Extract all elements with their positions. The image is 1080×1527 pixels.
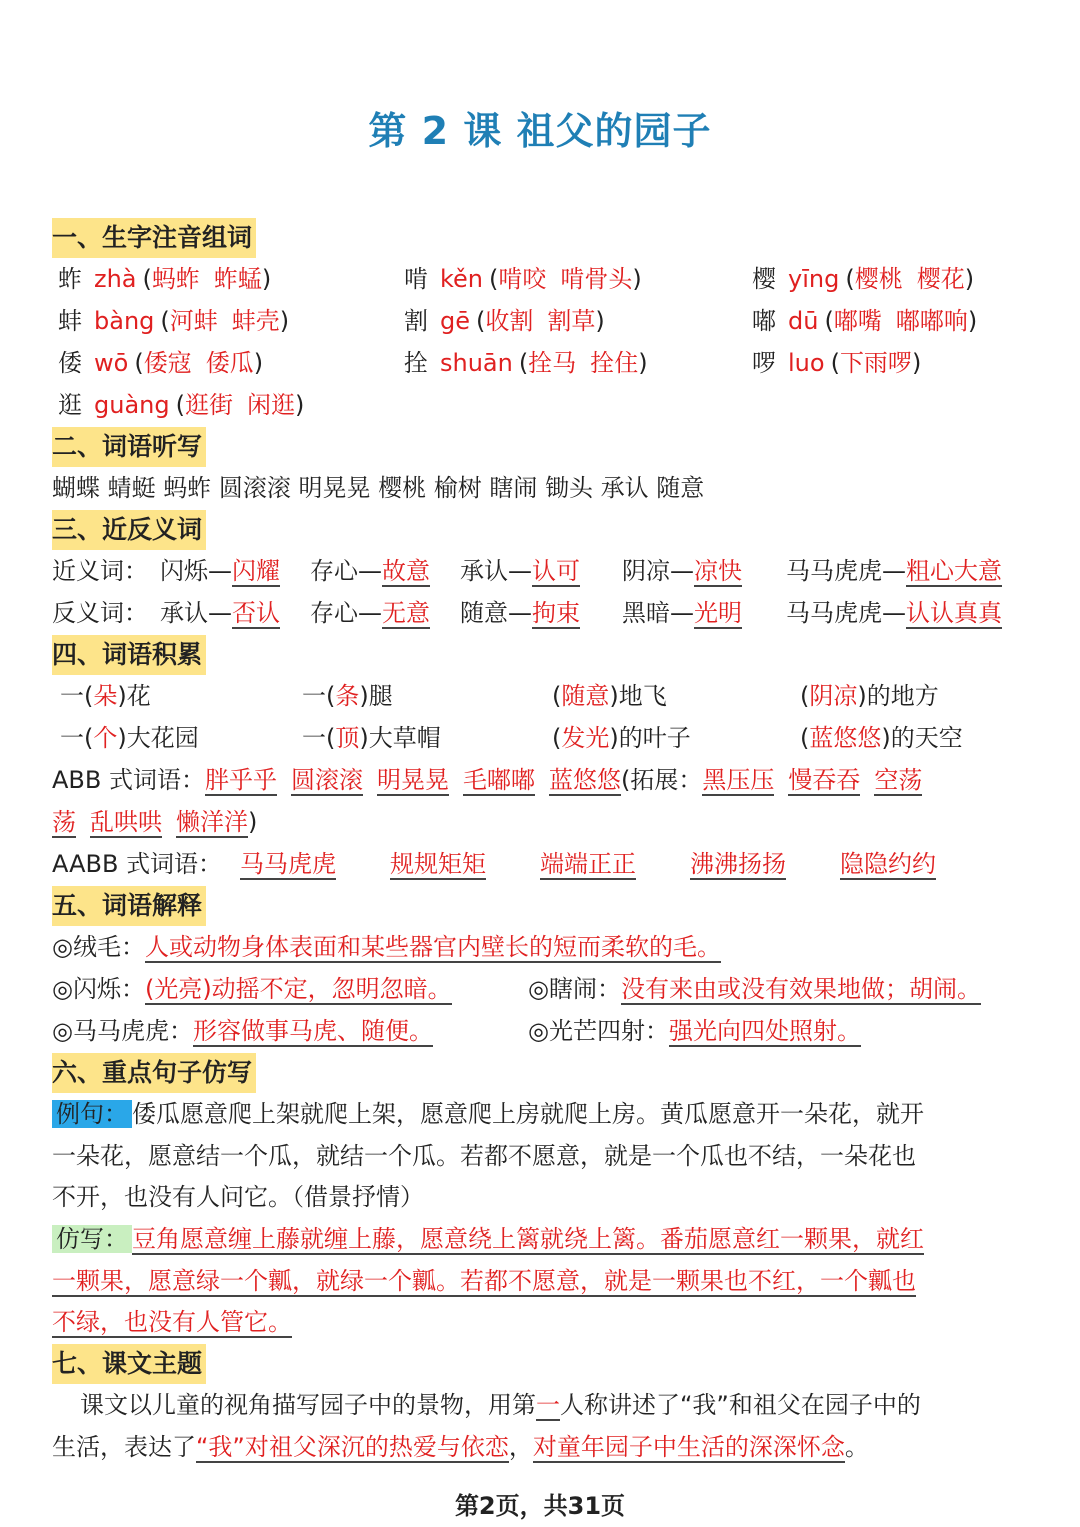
explain-line: ◎光芒四射：强光向四处照射。 — [528, 1017, 861, 1045]
char-entry: 倭 wō (倭寇 倭瓜) — [58, 349, 264, 377]
char-entry: 拴 shuān (拴马 拴住) — [404, 349, 648, 377]
aabb-word: 端端正正 — [540, 850, 636, 878]
antonym-pair: 黑暗—光明 — [622, 599, 742, 627]
page-number: 第2页，共31页 — [454, 1492, 626, 1520]
char-entry: 蚱 zhà (蚂蚱 蚱蜢) — [58, 265, 272, 293]
synonym-pair: 承认—认可 — [460, 557, 580, 585]
synonym-pair: 闪烁—闪耀 — [160, 557, 280, 585]
explain-line: ◎闪烁：(光亮)动摇不定，忽明忽暗。 — [52, 975, 452, 1003]
measure-phrase: 一(个)大花园 — [60, 724, 199, 752]
antonym-pair: 存心—无意 — [310, 599, 430, 627]
char-entry: 蚌 bàng (河蚌 蚌壳) — [58, 307, 290, 335]
char-entry: 逛 guàng (逛街 闲逛) — [58, 391, 305, 419]
synonym-pair: 存心—故意 — [310, 557, 430, 585]
char-entry: 割 gē (收割 割草) — [404, 307, 605, 335]
measure-phrase: 一(条)腿 — [302, 682, 393, 710]
synonym-pair: 马马虎虎—粗心大意 — [786, 557, 1002, 585]
char-entry: 啃 kěn (啃咬 啃骨头) — [404, 265, 642, 293]
char-entry: 樱 yīng (樱桃 樱花) — [752, 265, 975, 293]
aabb-label: AABB 式词语： — [52, 850, 223, 878]
dictation-words: 蝴蝶 蜻蜓 蚂蚱 圆滚滚 明晃晃 樱桃 榆树 瞎闹 锄头 承认 随意 — [52, 474, 705, 502]
antonym-pair: 随意—拘束 — [460, 599, 580, 627]
section-heading-5: 五、词语解释 — [52, 886, 206, 926]
theme-paragraph: 课文以儿童的视角描写园子中的景物，用第一人称讲述了“我”和祖父在园子中的 生活，表达了“我”对祖父深沉的热爱与依恋，对童年园子中生活的深深怀念。 — [52, 1391, 921, 1461]
abb-label: ABB 式词语： — [52, 766, 205, 794]
example-label: 例句： — [52, 1100, 132, 1128]
aabb-line — [52, 844, 222, 884]
abb-line-2: 荡 乱哄哄 懒洋洋) — [52, 808, 258, 836]
example-sentence: 例句： 倭瓜愿意爬上架就爬上架，愿意爬上房就爬上房。黄瓜愿意开一朵花，就开 一朵花，愿意结一个瓜，就结一个瓜。若都不愿意，就是一个瓜也不结，一朵花也 不开，也没有人问它。（借景抒情） — [52, 1100, 924, 1211]
antonym-label: 反义词： — [52, 599, 148, 627]
section-heading-3: 三、近反义词 — [52, 510, 206, 550]
explain-line: ◎马马虎虎：形容做事马虎、随便。 — [52, 1017, 433, 1045]
aabb-word: 规规矩矩 — [390, 850, 486, 878]
measure-phrase: (蓝悠悠)的天空 — [800, 724, 963, 752]
section-heading-1: 一、生字注音组词 — [52, 218, 256, 258]
aabb-word: 马马虎虎 — [240, 850, 336, 878]
synonym-label: 近义词： — [52, 557, 148, 585]
section-heading-6: 六、重点句子仿写 — [52, 1053, 256, 1093]
imitation-label: 仿写： — [52, 1225, 132, 1253]
antonym-pair: 承认—否认 — [160, 599, 280, 627]
measure-phrase: (阴凉)的地方 — [800, 682, 939, 710]
page-title: 第 2 课 祖父的园子 — [368, 109, 712, 153]
measure-phrase: (随意)地飞 — [552, 682, 667, 710]
synonym-pair: 阴凉—凉快 — [622, 557, 742, 585]
explain-line: ◎绒毛：人或动物身体表面和某些器官内壁长的短而柔软的毛。 — [52, 933, 721, 961]
aabb-word: 沸沸扬扬 — [690, 850, 786, 878]
imitation-sentence: 仿写： 豆角愿意缠上藤就缠上藤，愿意绕上篱就绕上篱。番茄愿意红一颗果，就红 一颗果，愿意绿一个瓤，就绿一个瓤。若都不愿意，就是一颗果也不红，一个瓤也 不绿，也没有人管它。 — [52, 1225, 924, 1336]
section-heading-4: 四、词语积累 — [52, 635, 206, 675]
char-entry: 啰 luo (下雨啰) — [752, 349, 922, 377]
aabb-word: 隐隐约约 — [840, 850, 936, 878]
section-heading-2: 二、词语听写 — [52, 427, 206, 467]
measure-phrase: 一(顶)大草帽 — [302, 724, 441, 752]
explain-line: ◎瞎闹：没有来由或没有效果地做；胡闹。 — [528, 975, 981, 1003]
measure-phrase: 一(朵)花 — [60, 682, 151, 710]
antonym-pair: 马马虎虎—认认真真 — [786, 599, 1002, 627]
char-entry: 嘟 dū (嘟嘴 嘟嘟响) — [752, 307, 978, 335]
abb-line: ABB 式词语：胖乎乎 圆滚滚 明晃晃 毛嘟嘟 蓝悠悠(拓展：黑压压 慢吞吞 空荡 — [52, 766, 923, 794]
measure-phrase: (发光)的叶子 — [552, 724, 691, 752]
section-heading-7: 七、课文主题 — [52, 1344, 206, 1384]
